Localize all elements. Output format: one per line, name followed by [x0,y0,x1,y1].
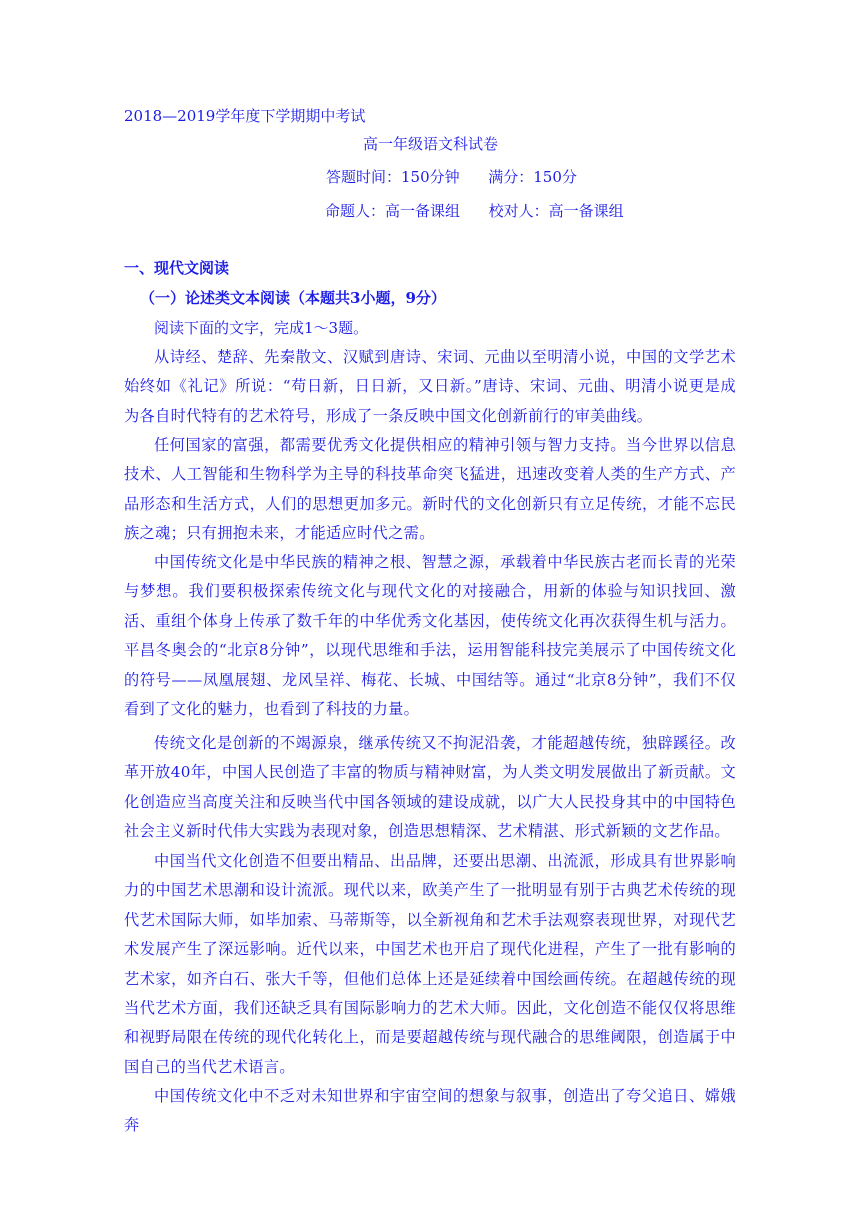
exam-title: 高一年级语文科试卷 [363,135,499,153]
section-heading: 一、现代文阅读 [124,259,230,277]
passage-paragraph-5: 中国当代文化创造不但要出精品、出品牌，还要出思潮、出流派，形成具有世界影响力的中国艺术思潮和设计流派。现代以来，欧美产生了一批明显有别于古典艺术传统的现代艺术国际大师，如毕加索、马蒂斯等，以全新视角和艺术手法观察表现世界，对现代艺术发展产生了深远影响。近代以来，中国艺术也开启了现代化进程，产生了一批有影响的艺术家，如齐白石、张大千等，但他们总体上还是延续着中国绘画传统。在超越传统的现当代艺术方面，我们还缺乏具有国际影响力的艺术大师。因此，文化创造不能仅仅将思维和视野局限在传统的现代化转化上，而是要超越传统与现代融合的思维阈限，创造属于中国自己的当代艺术语言。 [124,852,736,1076]
section-subheading: （一）论述类文本阅读（本题共3小题，9分） [140,289,446,307]
passage-paragraph-6: 中国传统文化中不乏对未知世界和宇宙空间的想象与叙事，创造出了夸父追日、嫦娥奔 [124,1087,736,1135]
passage-paragraph-3: 中国传统文化是中华民族的精神之根、智慧之源，承载着中华民族古老而长青的光荣与梦想。我们要积极探索传统文化与现代文化的对接融合，用新的体验与知识找回、激活、重组个体身上传承了数千年的中华优秀文化基因，使传统文化再次获得生机与活力。平昌冬奥会的“北京8分钟”，以现代思维和手法，运用智能科技完美展示了中国传统文化的符号——凤凰展翅、龙风呈祥、梅花、长城、中国结等。通过“北京8分钟”，我们不仅看到了文化的魅力，也看到了科技的力量。 [124,553,736,719]
passage-paragraph-2: 任何国家的富强，都需要优秀文化提供相应的精神引领与智力支持。当今世界以信息技术、人工智能和生物科学为主导的科技革命突飞猛进，迅速改变着人类的生产方式、产品形态和生活方式，人们的思想更加多元。新时代的文化创新只有立足传统，才能不忘民族之魂；只有拥抱未来，才能适应时代之需。 [124,436,736,543]
passage-paragraph-1: 从诗经、楚辞、先秦散文、汉赋到唐诗、宋词、元曲以至明清小说，中国的文学艺术始终如《礼记》所说：“苟日新，日日新，又日新。”唐诗、宋词、元曲、明清小说更是成为各自时代特有的艺术符号，形成了一条反映中国文化创新前行的审美曲线。 [124,348,736,425]
reading-instruction: 阅读下面的文字，完成1～3题。 [154,319,369,337]
passage-paragraph-4: 传统文化是创新的不竭源泉，继承传统又不拘泥沿袭，才能超越传统，独辟蹊径。改革开放40年，中国人民创造了丰富的物质与精神财富，为人类文明发展做出了新贡献。文化创造应当高度关注和反映当代中国各领域的建设成就，以广大人民投身其中的中国特色社会主义新时代伟大实践为表现对象，创造思想精深、艺术精湛、形式新颖的文艺作品。 [124,734,736,841]
exam-authors: 命题人：高一备课组 校对人：高一备课组 [325,202,624,220]
exam-time-score: 答题时间：150分钟 满分：150分 [326,168,577,186]
exam-year-line: 2018—2019学年度下学期期中考试 [124,107,366,125]
